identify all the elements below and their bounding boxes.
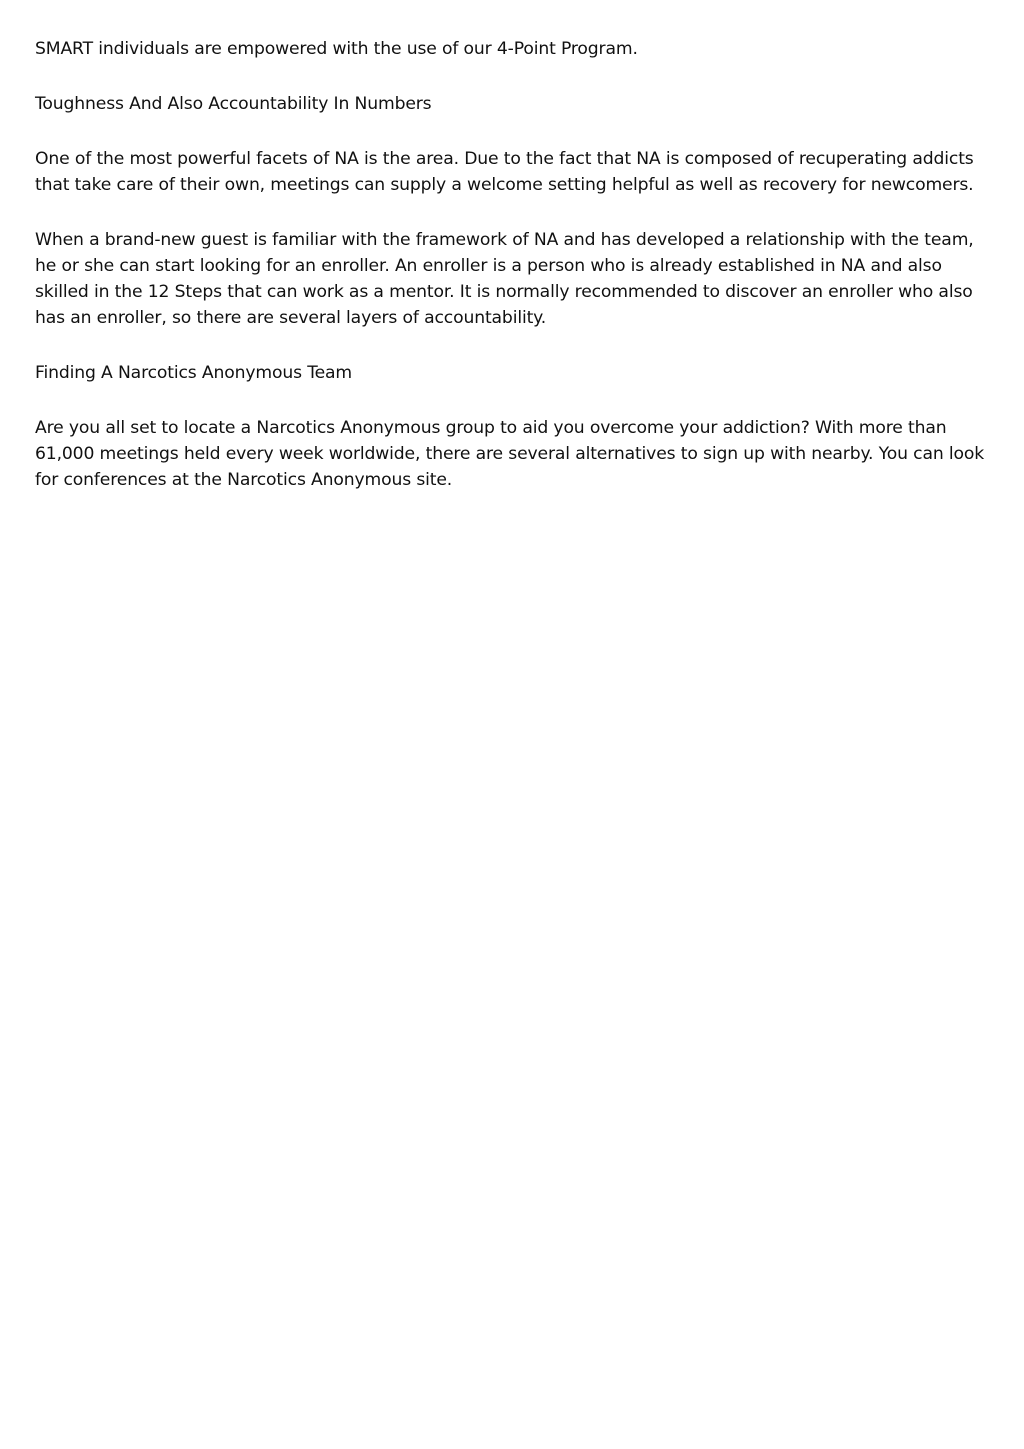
paragraph-locate-group: Are you all set to locate a Narcotics Anonymous group to aid you overcome your addiction? With more than 61,000 meetings held every week worldwide, there are several alternatives to sign up with nearby. You can look for conferences at the Narcotics Anonymous site. bbox=[35, 418, 985, 490]
paragraph-community: One of the most powerful facets of NA is the area. Due to the fact that NA is composed of recuperating addicts that take care of their own, meetings can supply a welcome setting helpful as well as recovery for newcomers. bbox=[35, 149, 974, 195]
document-body bbox=[35, 36, 997, 522]
paragraph-intro: SMART individuals are empowered with the use of our 4-Point Program. bbox=[35, 39, 638, 59]
section-heading-accountability: Toughness And Also Accountability In Numbers bbox=[35, 94, 432, 114]
paragraph-enroller: When a brand-new guest is familiar with the framework of NA and has developed a relationship with the team, he or she can start looking for an enroller. An enroller is a person who is already established in NA and also skilled in the 12 Steps that can work as a mentor. It is normally recommended to discover an enroller who also has an enroller, so there are several layers of accountability. bbox=[35, 230, 974, 328]
section-heading-finding-team: Finding A Narcotics Anonymous Team bbox=[35, 363, 353, 383]
